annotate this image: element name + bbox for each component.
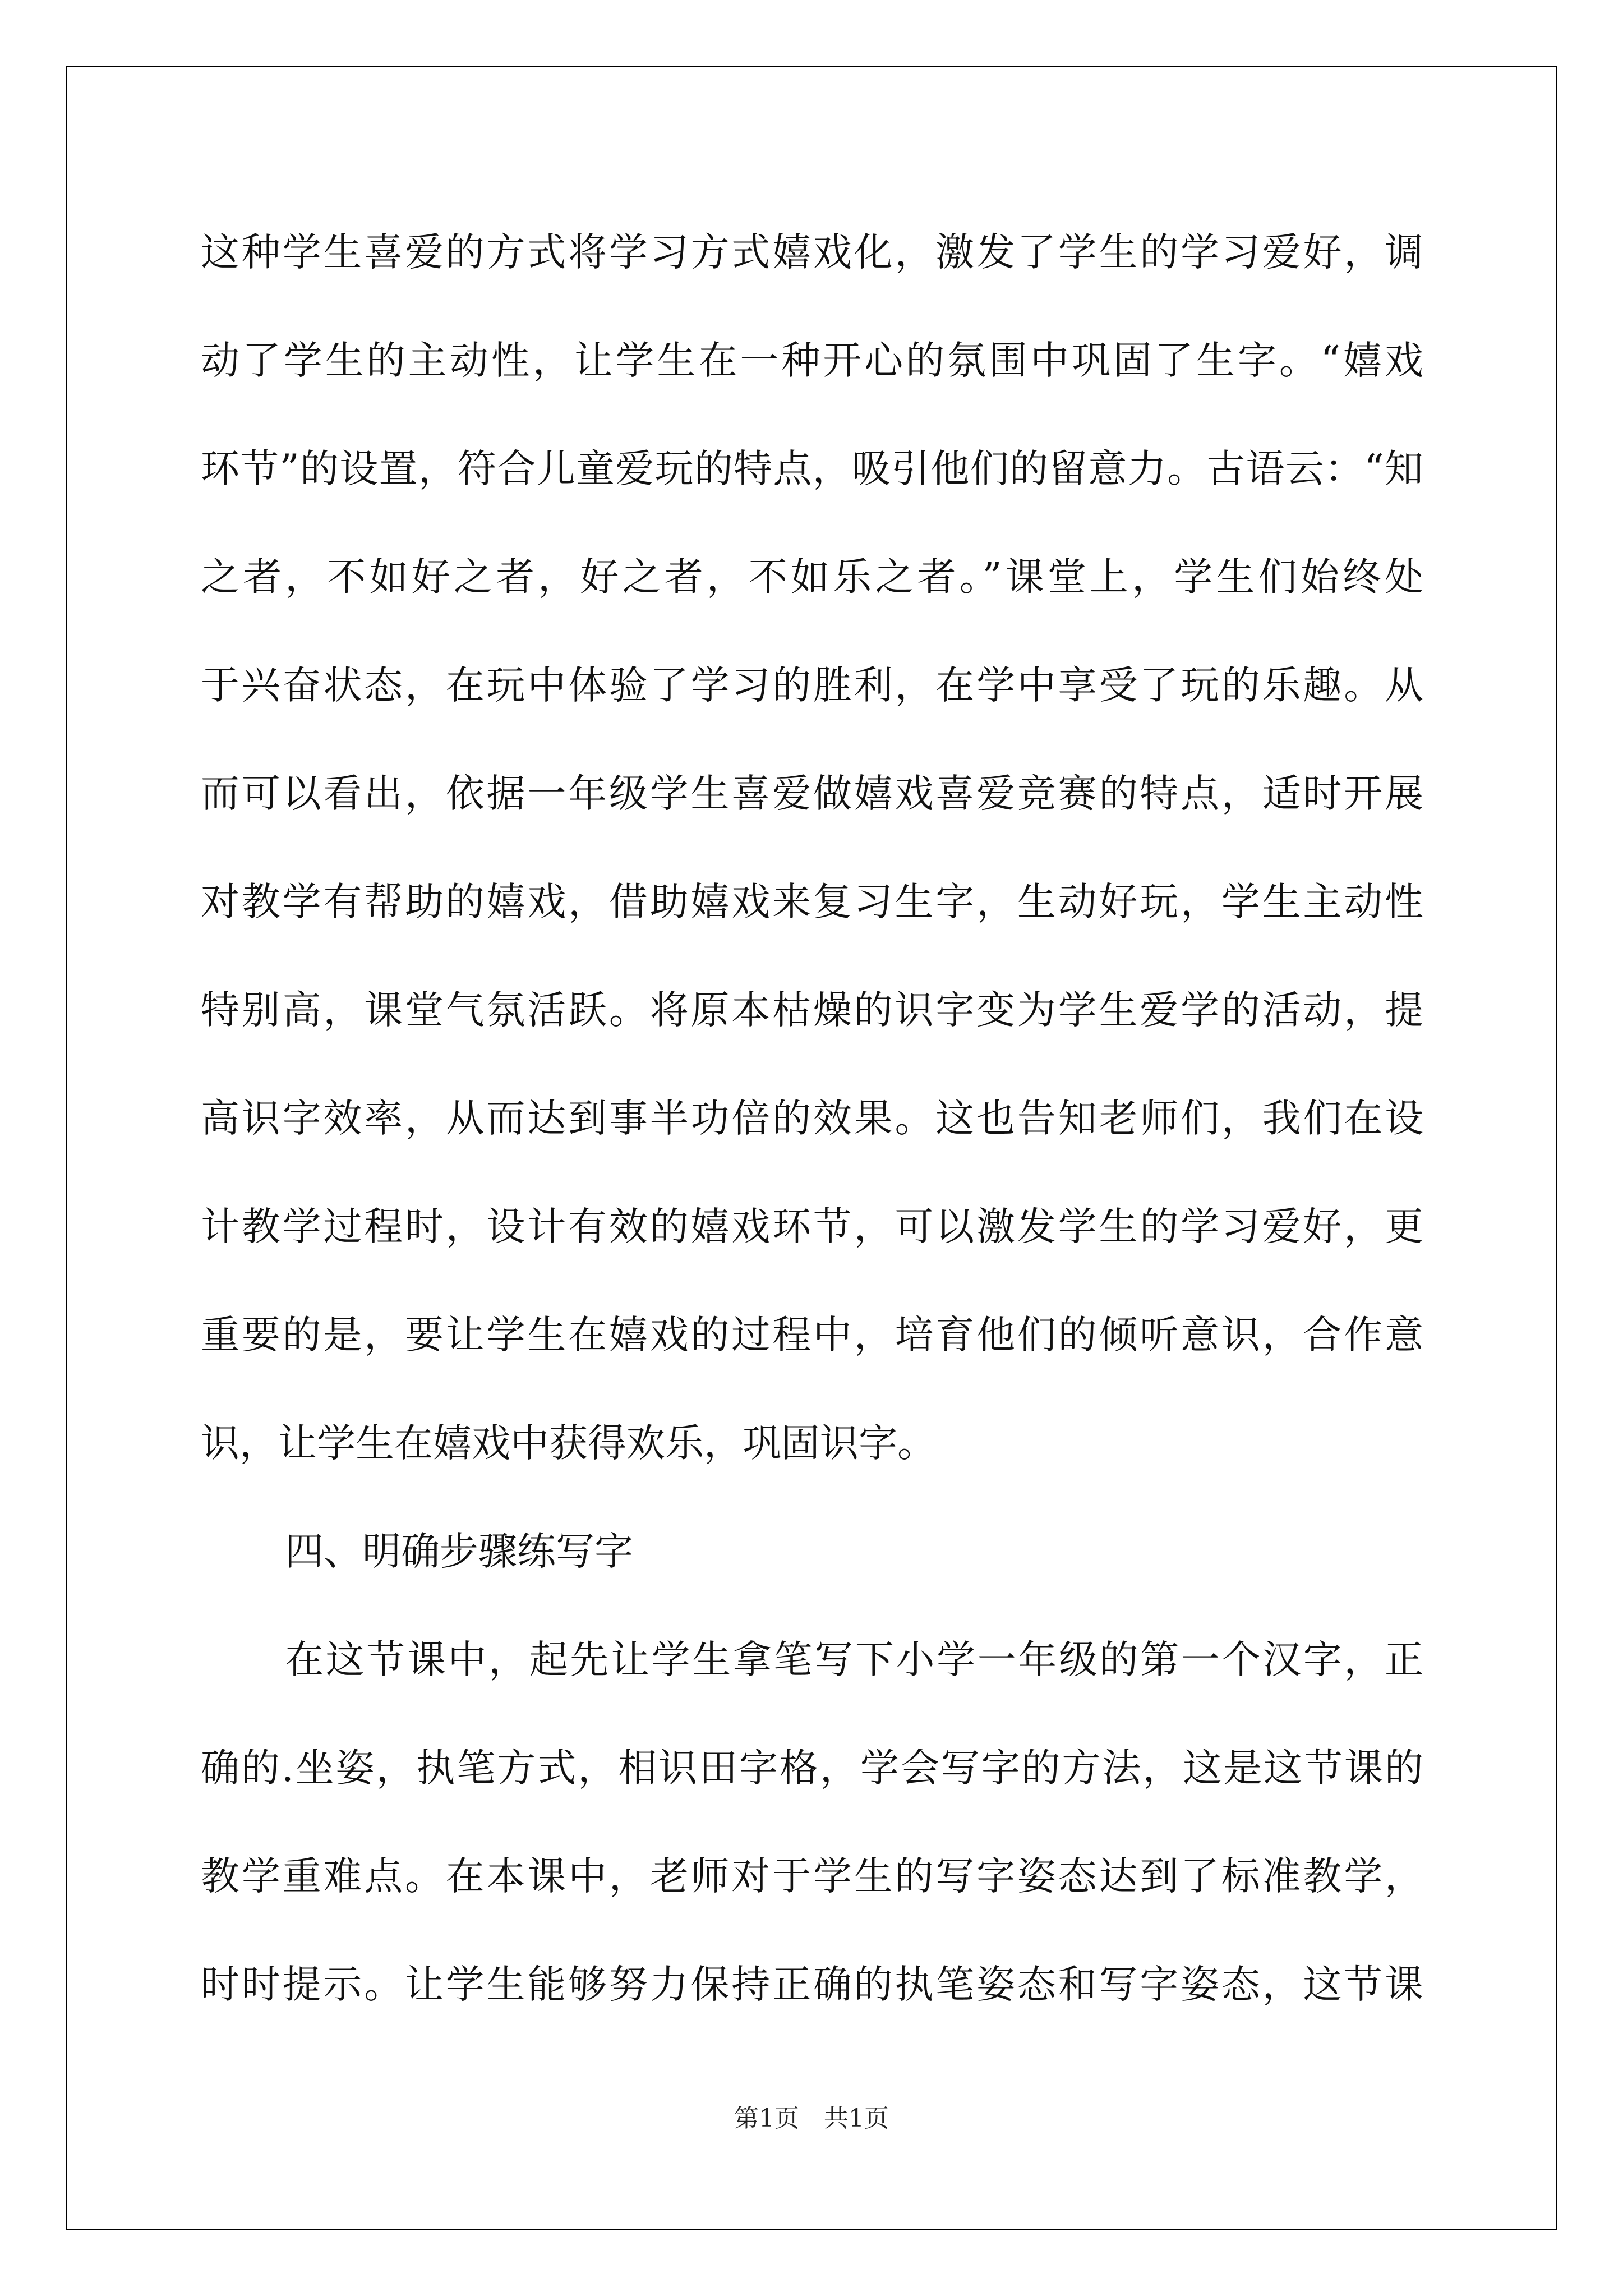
- body-line-12: 识，让学生在嬉戏中获得欢乐，巩固识字。: [201, 1421, 936, 1466]
- body-line-10: 计教学过程时，设计有效的嬉戏环节，可以激发学生的学习爱好，更: [201, 1204, 1423, 1249]
- section-line-4: 时时提示。让学生能够努力保持正确的执笔姿态和写字姿态，这节课: [201, 1962, 1423, 2007]
- body-line-3: 环节”的设置，符合儿童爱玩的特点，吸引他们的留意力。古语云：“知: [201, 447, 1423, 491]
- page-footer: 第1页 共1页: [734, 2104, 889, 2133]
- body-line-2: 动了学生的主动性，让学生在一种开心的氛围中巩固了生字。“嬉戏: [201, 338, 1423, 383]
- body-line-7: 对教学有帮助的嬉戏，借助嬉戏来复习生字，生动好玩，学生主动性: [201, 880, 1423, 924]
- section-line-1: 在这节课中，起先让学生拿笔写下小学一年级的第一个汉字，正: [285, 1637, 1423, 1682]
- body-line-11: 重要的是，要让学生在嬉戏的过程中，培育他们的倾听意识，合作意: [201, 1313, 1423, 1358]
- section-heading: 四、明确步骤练写字: [285, 1529, 633, 1574]
- body-line-8: 特别高，课堂气氛活跃。将原本枯燥的识字变为学生爱学的活动，提: [201, 988, 1423, 1033]
- body-line-1: 这种学生喜爱的方式将学习方式嬉戏化，激发了学生的学习爱好，调: [201, 230, 1423, 275]
- body-line-9: 高识字效率，从而达到事半功倍的效果。这也告知老师们，我们在设: [201, 1096, 1423, 1141]
- body-line-4: 之者，不如好之者，好之者，不如乐之者。”课堂上，学生们始终处: [201, 555, 1423, 600]
- section-line-3: 教学重难点。在本课中，老师对于学生的写字姿态达到了标准教学，: [201, 1854, 1423, 1899]
- body-line-5: 于兴奋状态，在玩中体验了学习的胜利，在学中享受了玩的乐趣。从: [201, 663, 1423, 708]
- section-line-2: 确的.坐姿，执笔方式，相识田字格，学会写字的方法，这是这节课的: [201, 1746, 1423, 1791]
- body-line-6: 而可以看出，依据一年级学生喜爱做嬉戏喜爱竞赛的特点，适时开展: [201, 771, 1423, 816]
